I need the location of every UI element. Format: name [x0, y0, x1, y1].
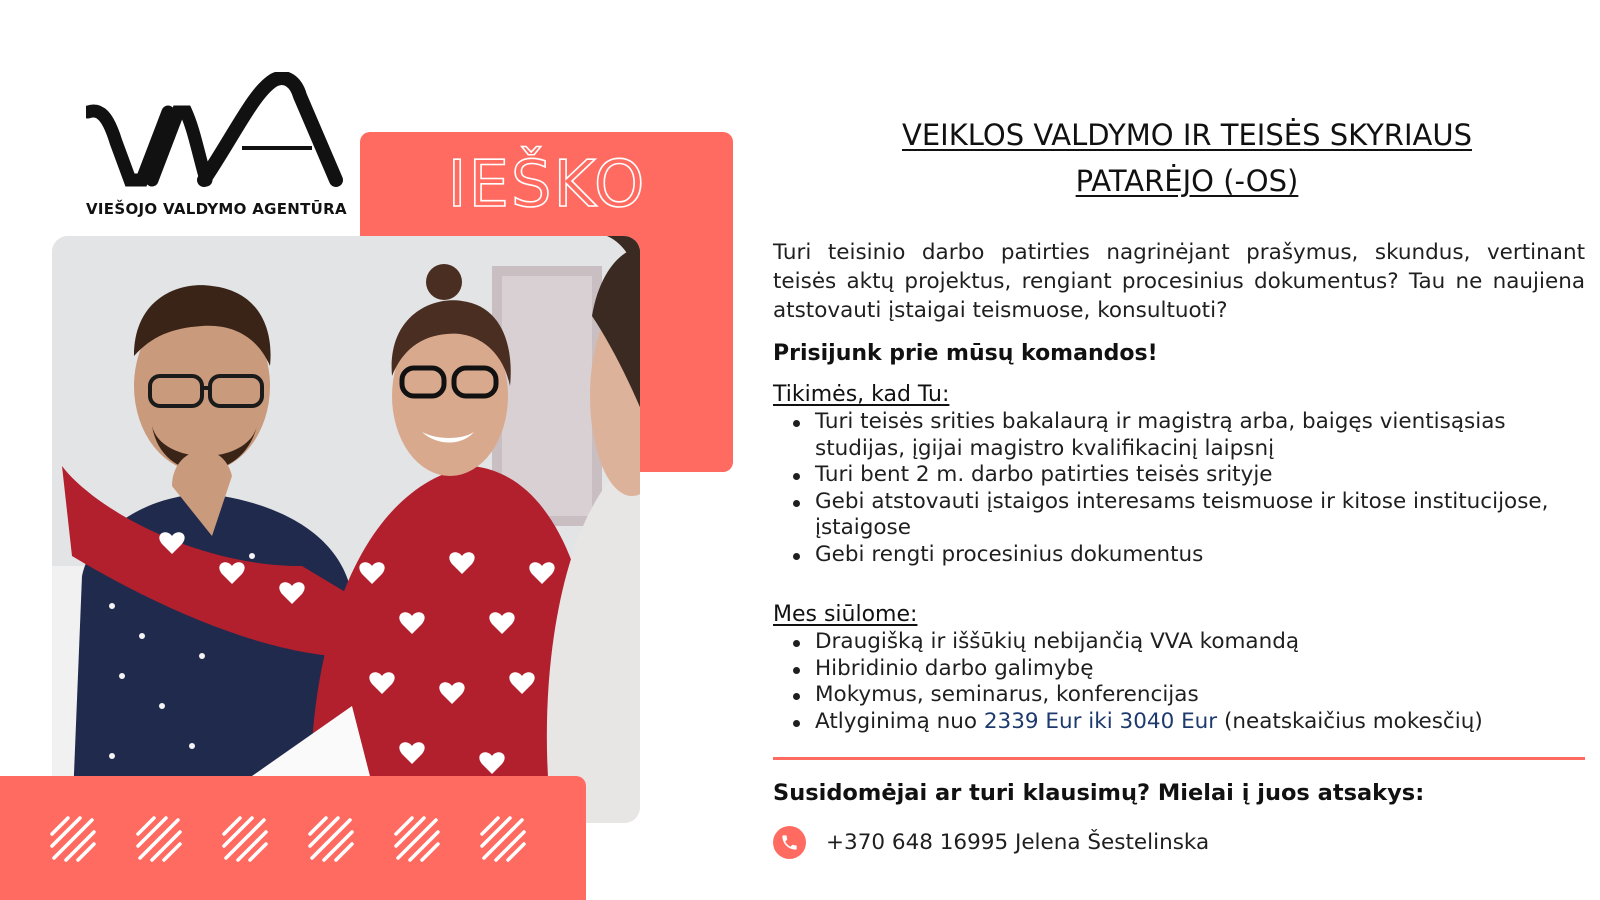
list-item: Draugišką ir iššūkių nebijančią VVA komandą: [815, 629, 1585, 656]
diagonal-stripes-icon: [222, 816, 268, 862]
diagonal-stripes-icon: [308, 816, 354, 862]
team-photo: [52, 236, 640, 823]
job-title-line1: VEIKLOS VALDYMO IR TEISĖS SKYRIAUS: [902, 118, 1472, 152]
offer-heading: Mes siūlome:: [773, 602, 918, 627]
team-photo-illustration: [52, 236, 640, 823]
requirements-list: [773, 409, 1585, 568]
salary-range: 2339 Eur iki 3040 Eur: [983, 708, 1218, 734]
list-item: Gebi rengti procesinius dokumentus: [815, 542, 1585, 569]
job-intro: Turi teisinio darbo patirties nagrinėjant prašymus, skundus, vertinant teisės aktų projektus, rengiant procesinius dokumentus? Tau ne naujiena atstovauti įstaigai teismuose, konsultuoti?: [773, 240, 1585, 323]
seeking-heading: IEŠKO: [447, 148, 647, 222]
list-item: Mokymus, seminarus, konferencijas: [815, 682, 1585, 709]
offer-list: [773, 629, 1585, 735]
salary-suffix: (neatskaičius mokesčių): [1217, 708, 1483, 734]
contact-question: Susidomėjai ar turi klausimų? Mielai į juos atsakys:: [773, 780, 1425, 806]
job-title-line2: PATARĖJO (-OS): [1075, 164, 1299, 198]
section-divider: [773, 757, 1585, 760]
diagonal-stripes-icon: [480, 816, 526, 862]
list-item: Hibridinio darbo galimybę: [815, 656, 1585, 683]
job-posting-content: [773, 112, 1585, 859]
salary-item: [815, 709, 1585, 736]
diagonal-stripes-icon: [394, 816, 440, 862]
contact-phone-and-name[interactable]: +370 648 16995 Jelena Šestelinska: [826, 830, 1210, 855]
agency-logo: [86, 72, 356, 218]
list-item: Gebi atstovauti įstaigos interesams teismuose ir kitose institucijose, įstaigose: [815, 489, 1585, 542]
join-team-callout: Prisijunk prie mūsų komandos!: [773, 341, 1158, 366]
agency-name: VIEŠOJO VALDYMO AGENTŪRA: [86, 200, 347, 218]
contact-row: [773, 826, 1585, 859]
diagonal-stripes-icon: [136, 816, 182, 862]
requirements-heading: Tikimės, kad Tu:: [773, 382, 950, 407]
list-item: Turi teisės srities bakalaurą ir magistrą arba, baigęs vientisąsias studijas, įgijai magistro kvalifikacinį laipsnį: [815, 409, 1585, 462]
coral-panel-bottom: [0, 776, 586, 900]
phone-icon: [773, 826, 806, 859]
vva-logo-mark: [86, 72, 348, 188]
diagonal-stripes-icon: [50, 816, 96, 862]
salary-prefix: Atlyginimą nuo: [815, 708, 984, 734]
list-item: Turi bent 2 m. darbo patirties teisės srityje: [815, 462, 1585, 489]
job-title: [773, 112, 1585, 204]
